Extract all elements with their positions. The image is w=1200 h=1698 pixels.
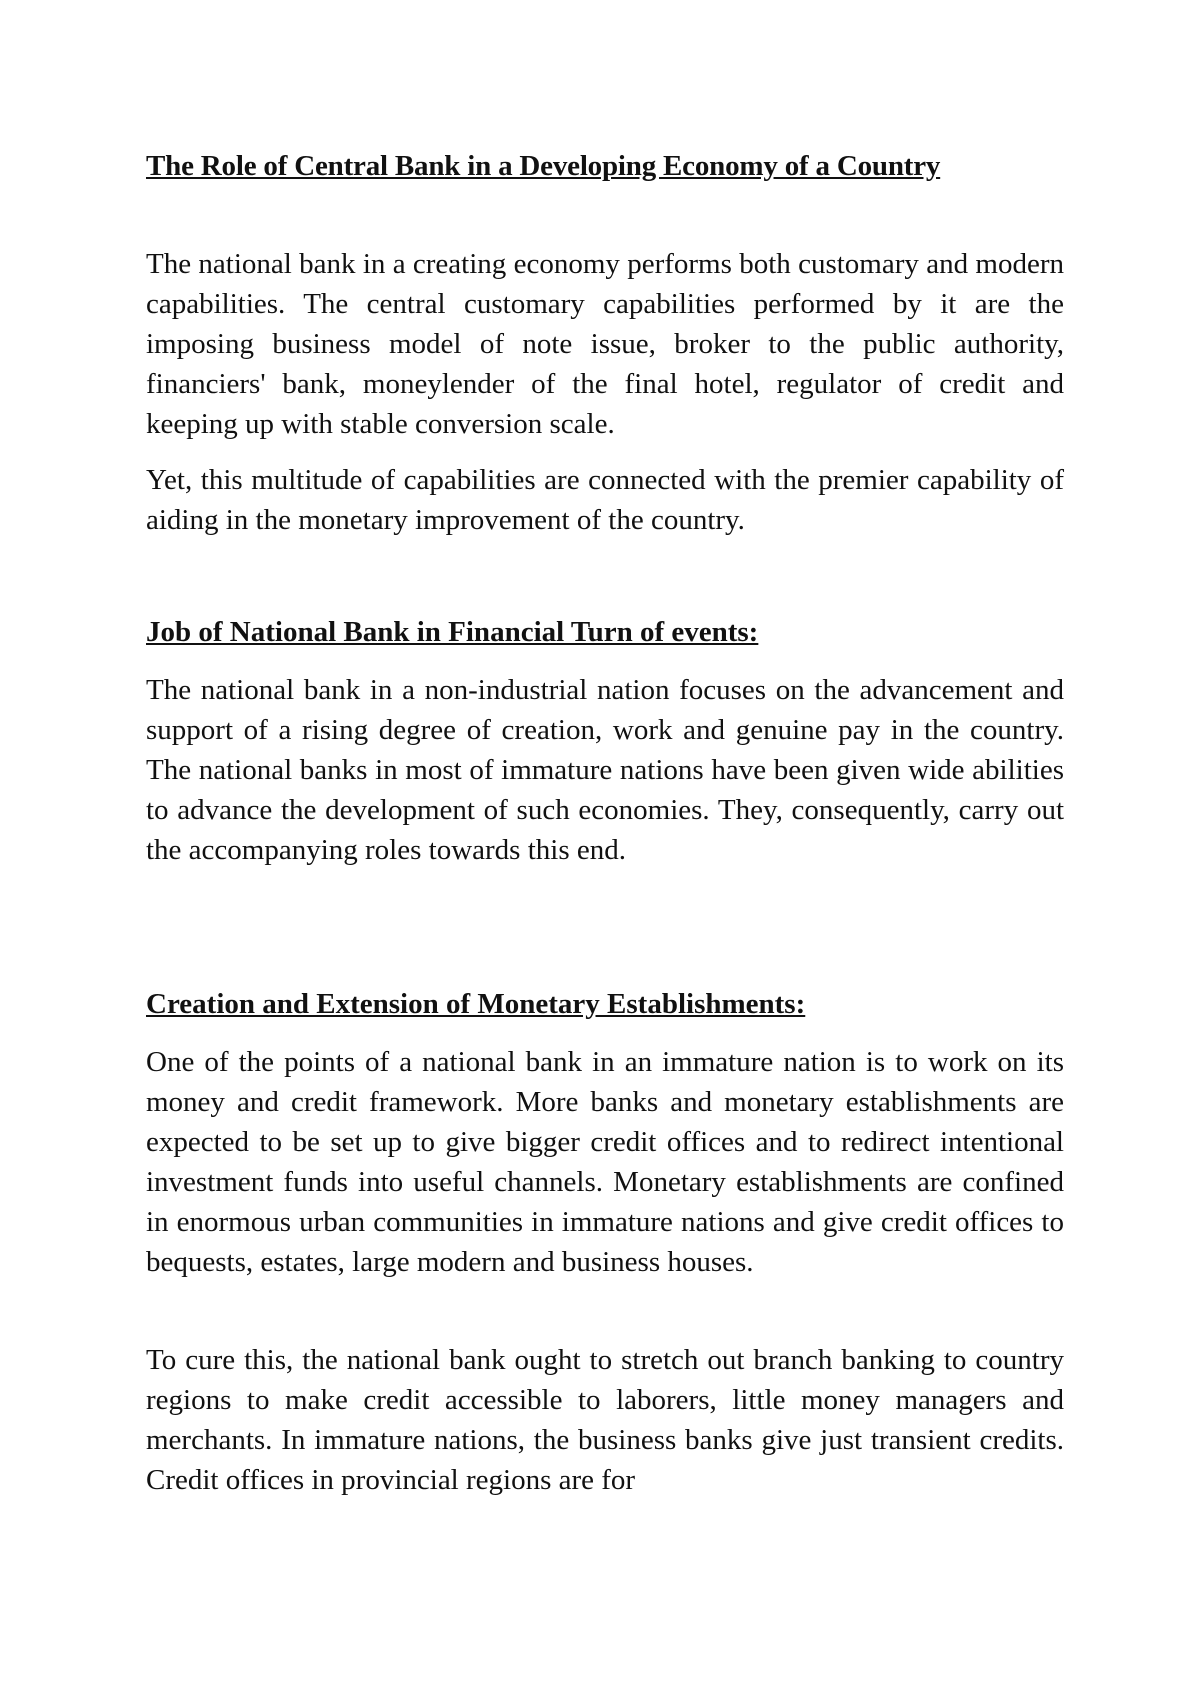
intro-paragraph-1: The national bank in a creating economy performs both customary and modern capabilities. The central customary capabilities performed by it are the imposing business model of note issue, broker to the public authority, financiers' bank, moneylender of the final hotel, regulator of credit and keeping up with stable conversion scale. xyxy=(146,248,1064,440)
section-heading-financial-turn: Job of National Bank in Financial Turn of events: xyxy=(146,616,759,648)
document-title: The Role of Central Bank in a Developing Economy of a Country xyxy=(146,150,941,182)
section-2-paragraph-1: One of the points of a national bank in an immature nation is to work on its money and credit framework. More banks and monetary establishments are expected to be set up to give bigger credit offices and to redirect intentional investment funds into useful channels. Monetary establishments are confined in enormous urban communities in immature nations and give credit offices to bequests, estates, large modern and business houses. xyxy=(146,1046,1064,1278)
section-1-paragraph-1: The national bank in a non-industrial nation focuses on the advancement and support of a rising degree of creation, work and genuine pay in the country. The national banks in most of immature nations have been given wide abilities to advance the development of such economies. They, consequently, carry out the accompanying roles towards this end. xyxy=(146,674,1064,866)
section-2-paragraph-2: To cure this, the national bank ought to stretch out branch banking to country regions to make credit accessible to laborers, little money managers and merchants. In immature nations, the business banks give just transient credits. Credit offices in provincial regions are for xyxy=(146,1344,1064,1496)
intro-paragraph-2: Yet, this multitude of capabilities are connected with the premier capability of aiding in the monetary improvement of the country. xyxy=(146,464,1064,536)
section-heading-monetary-establishments: Creation and Extension of Monetary Establishments: xyxy=(146,988,806,1020)
